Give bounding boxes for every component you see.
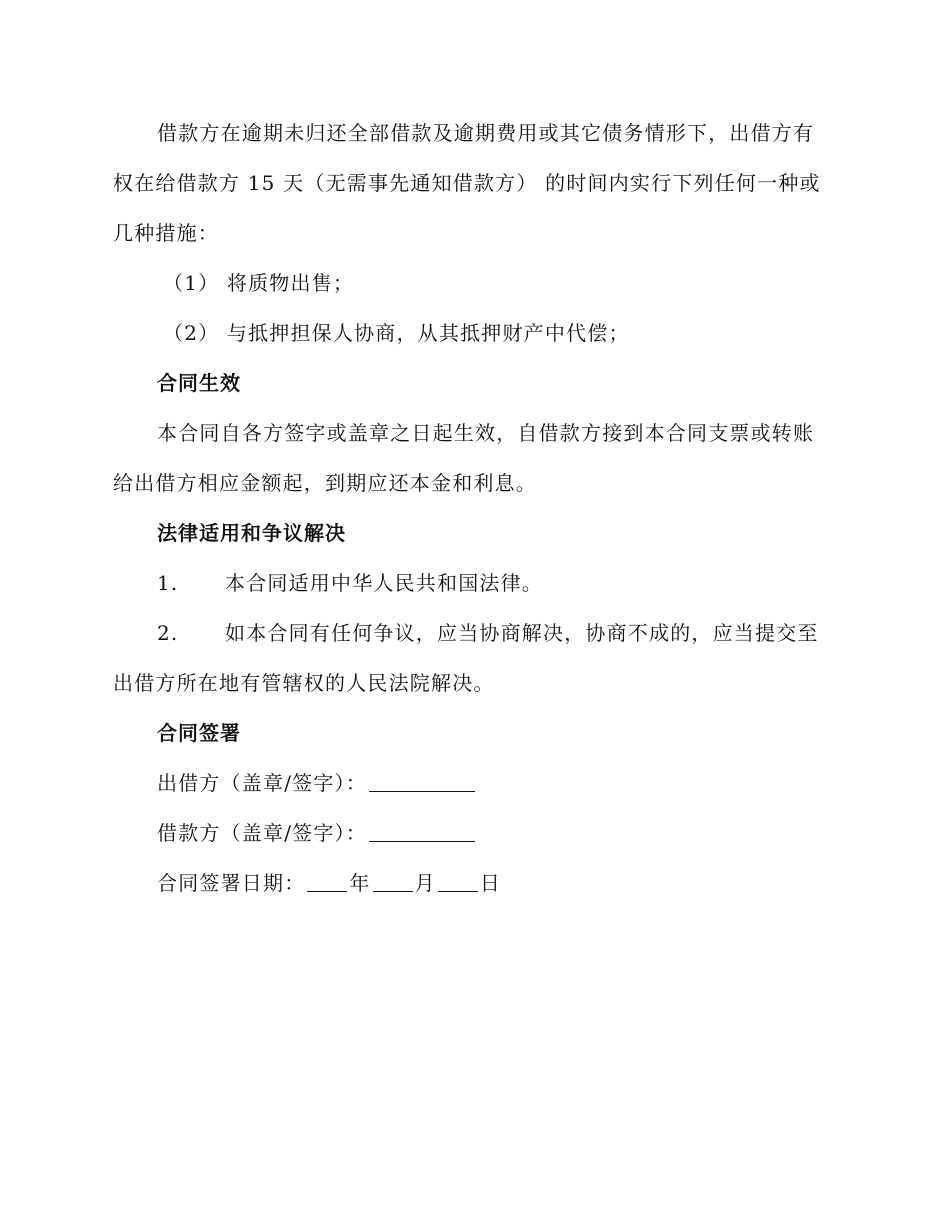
paragraph-effect-line-2: 给出借方相应金额起，到期应还本金和利息。 [113,471,537,495]
sign-date-day-blank[interactable] [438,871,478,892]
section-title-sign: 合同签署 [157,721,241,745]
lender-signature-label: 出借方（盖章/签字）： [157,771,367,795]
sign-date-year-label: 年 [349,871,371,895]
paragraph-default-line-3: 几种措施： [113,221,219,245]
lender-signature-blank[interactable] [369,771,475,792]
sign-date-month-label: 月 [414,871,436,895]
measure-item-2: （2） 与抵押担保人协商，从其抵押财产中代偿； [163,321,630,345]
lender-signature-line [113,758,835,808]
sign-date-day-label: 日 [479,871,502,895]
paragraph-default-line-1: 借款方在逾期未归还全部借款及逾期费用或其它债务情形下，出借方有 [157,121,815,145]
sign-date-year-blank[interactable] [307,871,347,892]
law-item-2-number: 2. [157,621,179,645]
paragraph-default-line-2: 权在给借款方 15 天（无需事先通知借款方） 的时间内实行下列任何一种或 [113,171,821,195]
sign-date-month-blank[interactable] [373,871,413,892]
law-item-1-text: 本合同适用中华人民共和国法律。 [225,571,543,595]
paragraph-effect-line-1: 本合同自各方签字或盖章之日起生效，自借款方接到本合同支票或转账 [157,421,815,445]
measure-item-1: （1） 将质物出售； [163,271,355,295]
law-item-2 [113,608,835,658]
sign-date-label: 合同签署日期： [157,871,306,895]
law-item-1 [113,558,835,608]
borrower-signature-line [113,808,835,858]
law-item-2-continuation: 出借方所在地有管辖权的人民法院解决。 [113,671,495,695]
borrower-signature-label: 借款方（盖章/签字）： [157,821,367,845]
document-body [113,108,835,908]
law-item-2-text: 如本合同有任何争议，应当协商解决，协商不成的，应当提交至 [225,621,819,645]
sign-date-line [113,858,835,908]
section-title-law: 法律适用和争议解决 [157,521,346,545]
law-item-1-number: 1. [157,571,179,595]
section-title-effect: 合同生效 [157,371,241,395]
borrower-signature-blank[interactable] [369,821,475,842]
